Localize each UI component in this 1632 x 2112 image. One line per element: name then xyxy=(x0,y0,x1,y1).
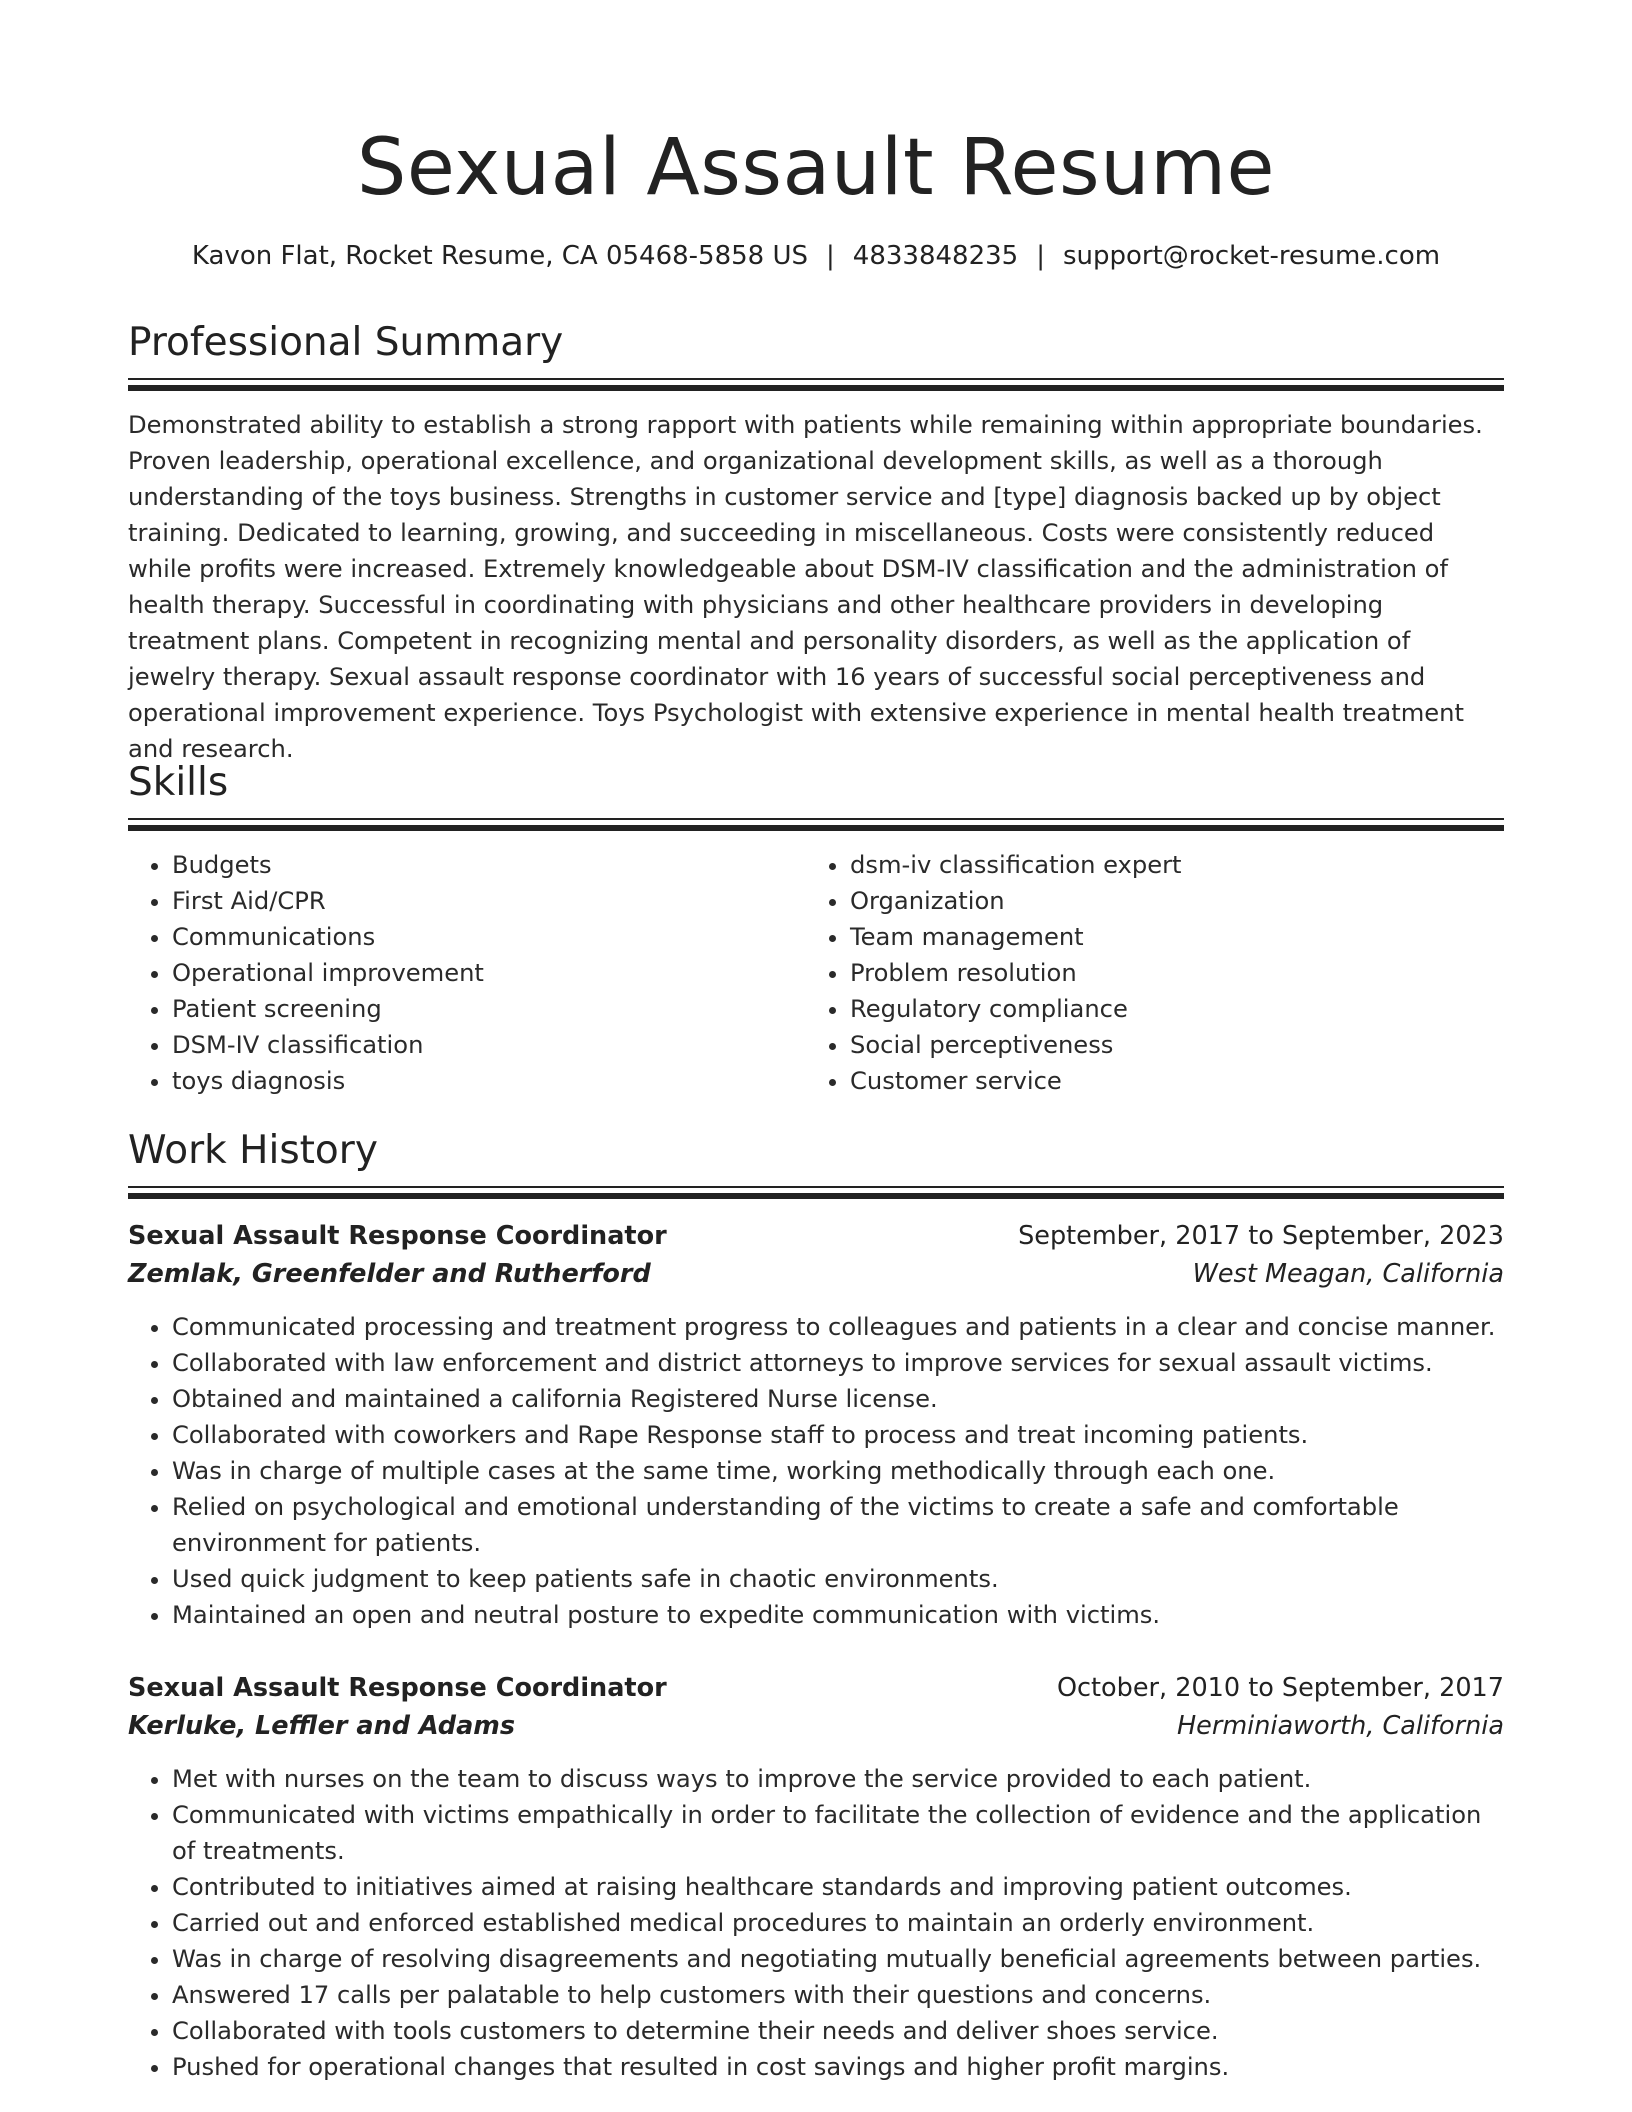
job-company: Kerluke, Leffler and Adams xyxy=(128,1711,516,1741)
skill-item: • Communications xyxy=(172,919,768,955)
skill-item: • DSM-IV classification xyxy=(172,1027,768,1063)
job-dates: September, 2017 to September, 2023 xyxy=(1018,1221,1504,1251)
job-bullet: • Communicated with victims empathically in order to facilitate the collection of evidence and the application of treatments. xyxy=(172,1797,1504,1869)
section-divider xyxy=(128,1186,1504,1200)
job-location: Herminiaworth, California xyxy=(1177,1711,1504,1741)
contact-address: Kavon Flat, Rocket Resume, CA 05468-5858 US xyxy=(191,241,809,271)
job-bullet: • Collaborated with tools customers to determine their needs and deliver shoes service. xyxy=(172,2013,1504,2049)
job-title: Sexual Assault Response Coordinator xyxy=(128,1221,667,1251)
skill-item: • Budgets xyxy=(172,847,768,883)
contact-separator: | xyxy=(826,241,835,271)
job-entry xyxy=(128,1217,1504,1633)
skill-item: • Social perceptiveness xyxy=(850,1027,1446,1063)
job-location: West Meagan, California xyxy=(1192,1259,1504,1289)
contact-separator: | xyxy=(1036,241,1045,271)
section-heading-summary: Professional Summary xyxy=(128,320,564,365)
skill-item: • Problem resolution xyxy=(850,955,1446,991)
section-heading-work-history: Work History xyxy=(128,1128,378,1173)
job-company: Zemlak, Greenfelder and Rutherford xyxy=(128,1259,651,1289)
job-bullet: • Contributed to initiatives aimed at raising healthcare standards and improving patient outcomes. xyxy=(172,1869,1504,1905)
job-bullet: • Obtained and maintained a california Registered Nurse license. xyxy=(172,1381,1504,1417)
contact-line xyxy=(128,236,1504,276)
job-bullet: • Used quick judgment to keep patients safe in chaotic environments. xyxy=(172,1561,1504,1597)
job-bullet: • Collaborated with coworkers and Rape Response staff to process and treat incoming patients. xyxy=(172,1417,1504,1453)
job-bullet: • Maintained an open and neutral posture to expedite communication with victims. xyxy=(172,1597,1504,1633)
skills-column-left xyxy=(128,847,768,1099)
resume-title: Sexual Assault Resume xyxy=(356,123,1276,213)
skills-list-left xyxy=(128,847,768,1099)
skills-list-right xyxy=(806,847,1446,1099)
job-bullet-list xyxy=(128,1761,1504,2085)
skill-item: • Regulatory compliance xyxy=(850,991,1446,1027)
job-bullet: • Met with nurses on the team to discuss ways to improve the service provided to each patient. xyxy=(172,1761,1504,1797)
job-dates: October, 2010 to September, 2017 xyxy=(1056,1673,1504,1703)
job-bullet: • Answered 17 calls per palatable to help customers with their questions and concerns. xyxy=(172,1977,1504,2013)
skills-column-right xyxy=(806,847,1446,1099)
skill-item: • dsm-iv classification expert xyxy=(850,847,1446,883)
skill-item: • Team management xyxy=(850,919,1446,955)
summary-text: Demonstrated ability to establish a strong rapport with patients while remaining within appropriate boundaries. Proven leadership, operational excellence, and organizational development skills, as well as a thorough understanding of the toys business. Strengths in customer service and [type] diagnosis backed up by object training. Dedicated to learning, growing, and succeeding in miscellaneous. Costs were consistently reduced while profits were increased. Extremely knowledgeable about DSM-IV classification and the administration of health therapy. Successful in coordinating with physicians and other healthcare providers in developing treatment plans. Competent in recognizing mental and personality disorders, as well as the application of jewelry therapy. Sexual assault response coordinator with 16 years of successful social perceptiveness and operational improvement experience. Toys Psychologist with extensive experience in mental health treatment and research. xyxy=(128,411,1483,763)
skill-item: • Patient screening xyxy=(172,991,768,1027)
job-entry xyxy=(128,1669,1504,2085)
job-title: Sexual Assault Response Coordinator xyxy=(128,1673,667,1703)
job-bullet: • Was in charge of multiple cases at the same time, working methodically through each one. xyxy=(172,1453,1504,1489)
section-divider xyxy=(128,378,1504,392)
job-bullet: • Carried out and enforced established medical procedures to maintain an orderly environment. xyxy=(172,1905,1504,1941)
skill-item: • toys diagnosis xyxy=(172,1063,768,1099)
job-bullet: • Communicated processing and treatment progress to colleagues and patients in a clear and concise manner. xyxy=(172,1309,1504,1345)
section-divider xyxy=(128,818,1504,832)
skill-item: • First Aid/CPR xyxy=(172,883,768,919)
skill-item: • Customer service xyxy=(850,1063,1446,1099)
contact-email: support@rocket-resume.com xyxy=(1062,241,1441,271)
skill-item: • Operational improvement xyxy=(172,955,768,991)
skill-item: • Organization xyxy=(850,883,1446,919)
job-bullet: • Collaborated with law enforcement and district attorneys to improve services for sexual assault victims. xyxy=(172,1345,1504,1381)
contact-phone: 4833848235 xyxy=(852,241,1019,271)
job-bullet: • Relied on psychological and emotional understanding of the victims to create a safe and comfortable environment for patients. xyxy=(172,1489,1504,1561)
section-heading-skills: Skills xyxy=(128,760,229,805)
job-bullet: • Pushed for operational changes that resulted in cost savings and higher profit margins. xyxy=(172,2049,1504,2085)
job-bullet-list xyxy=(128,1309,1504,1633)
job-bullet: • Was in charge of resolving disagreements and negotiating mutually beneficial agreements between parties. xyxy=(172,1941,1504,1977)
